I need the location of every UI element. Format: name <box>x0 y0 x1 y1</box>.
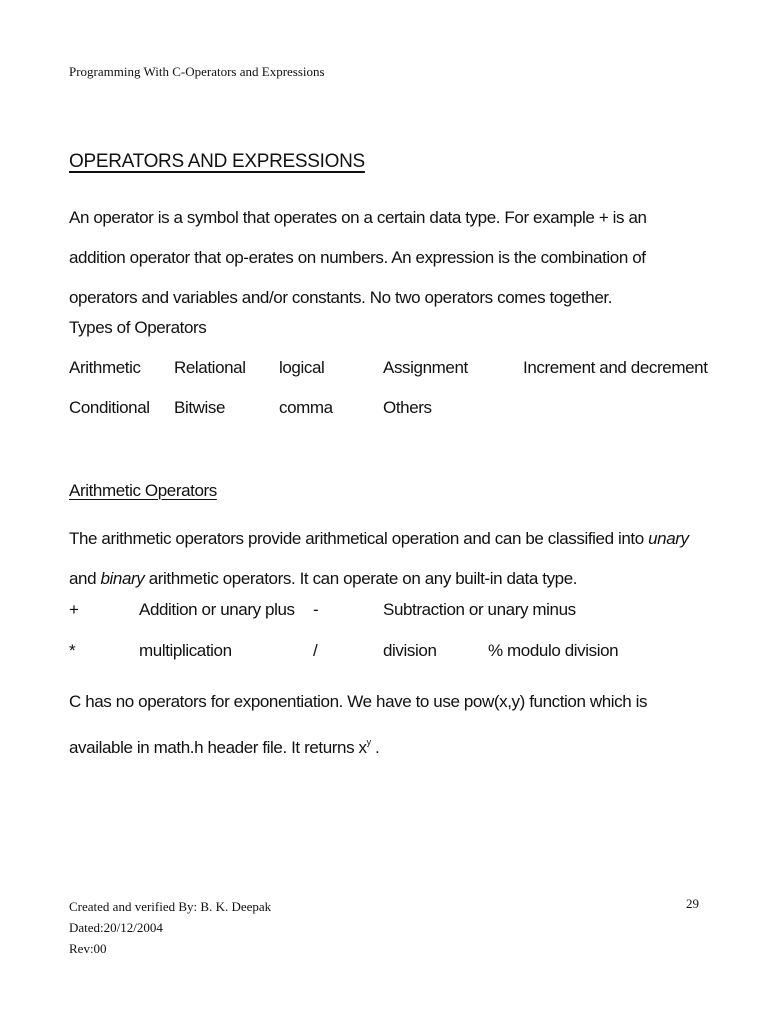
op-plus: + <box>69 600 79 619</box>
type-arithmetic: Arithmetic <box>69 358 141 377</box>
type-comma: comma <box>279 398 333 417</box>
type-others: Others <box>383 398 432 417</box>
type-relational: Relational <box>174 358 246 377</box>
note-text-2: . <box>370 738 380 757</box>
op-plus-desc: Addition or unary plus <box>139 600 295 619</box>
type-assignment: Assignment <box>383 358 468 377</box>
footer-dated: Dated:20/12/2004 <box>69 920 163 935</box>
arithmetic-heading: Arithmetic Operators <box>69 481 217 500</box>
op-minus: - <box>313 600 319 619</box>
arith-and: and <box>69 569 101 588</box>
type-increment-decrement: Increment and decrement <box>523 358 708 377</box>
op-modulo: % modulo division <box>488 641 619 660</box>
unary-word: unary <box>648 529 689 548</box>
binary-word: binary <box>100 569 145 588</box>
type-bitwise: Bitwise <box>174 398 226 417</box>
op-divide-desc: division <box>383 641 437 660</box>
type-logical: logical <box>279 358 325 377</box>
footer-rev: Rev:00 <box>69 941 107 956</box>
types-row-1 <box>0 358 768 382</box>
footer-created: Created and verified By: B. K. Deepak <box>69 899 272 914</box>
types-row-2 <box>0 398 768 422</box>
types-heading: Types of Operators <box>69 318 207 337</box>
op-minus-desc: Subtraction or unary minus <box>383 600 576 619</box>
intro-paragraph: An operator is a symbol that operates on a certain data type. For example + is an addition operator that op-erates on numbers. An expression is the combination of operators and variables and/or constants. No two operators comes together. <box>69 208 647 307</box>
op-divide: / <box>313 641 318 660</box>
op-multiply: * <box>69 641 76 660</box>
arith-text-1: The arithmetic operators provide arithmetical operation and can be classified into <box>69 529 649 548</box>
operators-row-2 <box>0 641 768 665</box>
footer-info <box>69 896 271 959</box>
section-title: OPERATORS AND EXPRESSIONS <box>69 151 365 172</box>
note-text-1: C has no operators for exponentiation. We have to use pow(x,y) function which is available in math.h header file. It returns x <box>69 692 648 757</box>
op-multiply-desc: multiplication <box>139 641 232 660</box>
operators-row-1 <box>0 600 768 624</box>
note-superscript: y <box>366 737 371 747</box>
type-conditional: Conditional <box>69 398 150 417</box>
arith-text-2: arithmetic operators. It can operate on any built-in data type. <box>144 569 578 588</box>
arithmetic-paragraph <box>69 519 709 599</box>
exponent-note <box>69 682 709 768</box>
page-number: 29 <box>686 896 699 911</box>
running-header: Programming With C-Operators and Expressions <box>69 64 325 79</box>
